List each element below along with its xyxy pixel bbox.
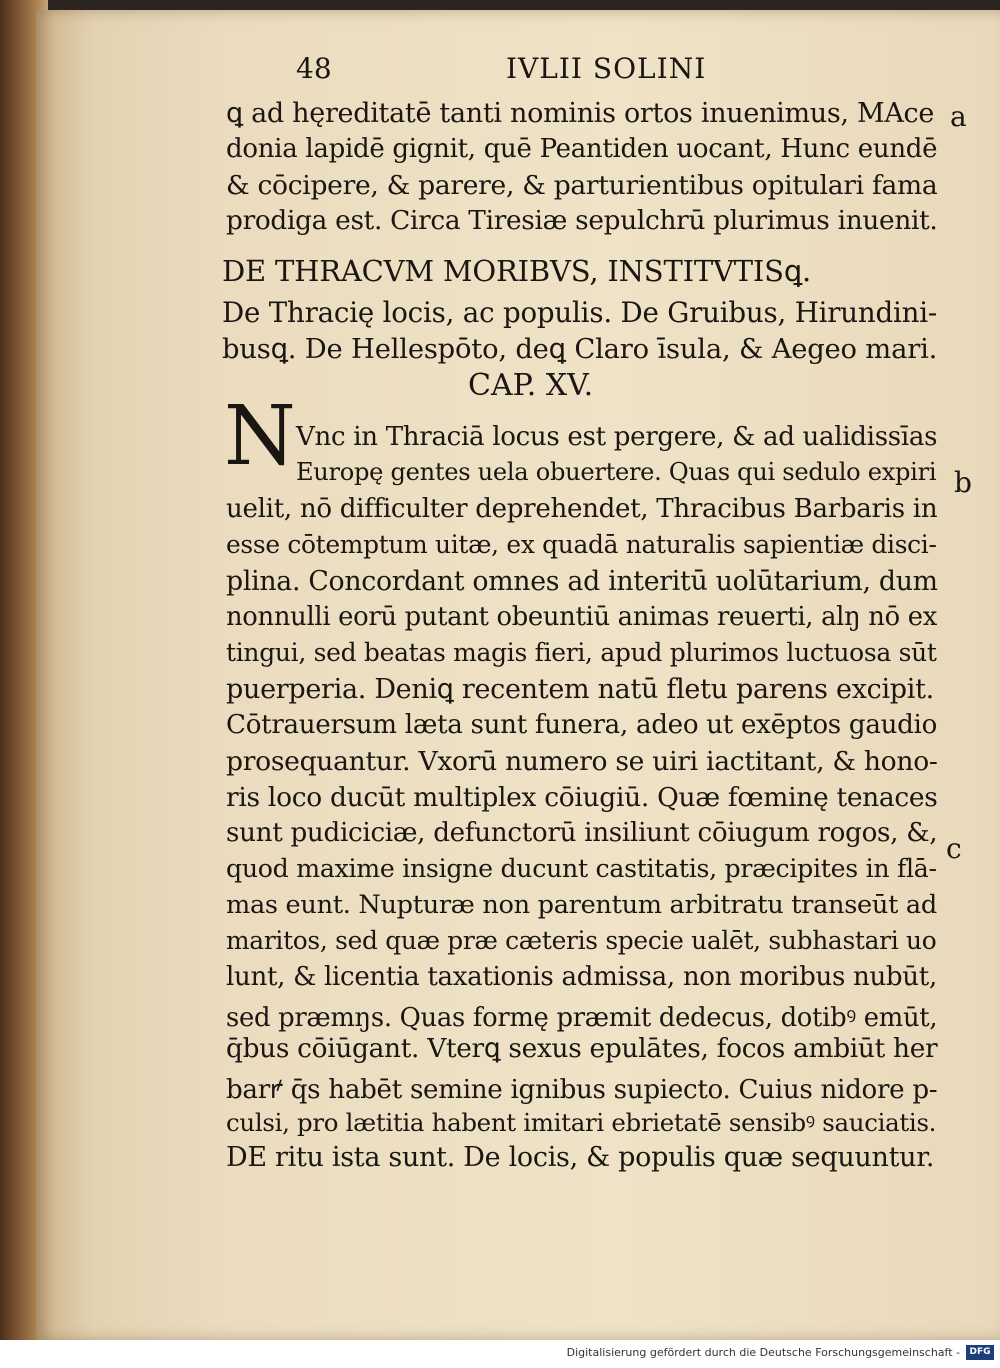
opening-line: ꝗ ad hęreditatē tanti nominis ortos inuenimus, MAce	[226, 98, 935, 129]
body-line: prosequantur. Vxorū numero se uiri iactitant, & hono-	[226, 746, 938, 777]
opening-line: prodiga est. Circa Tiresiæ sepulchrū plurimus inuenit.	[226, 206, 938, 236]
margin-letter-c: c	[946, 832, 962, 865]
chapter-title-line: De Thracię locis, ac populis. De Gruibus, Hirundini-	[222, 296, 938, 329]
body-line: quod maxime insigne ducunt castitatis, præcipites in flā-	[226, 854, 937, 883]
digitization-credit: Digitalisierung gefördert durch die Deutsche Forschungsgemeinschaft -	[566, 1346, 960, 1359]
dfg-logo-icon: DFG	[966, 1345, 994, 1360]
opening-line: & cōcipere, & parere, & parturientibus opitulari fama	[226, 170, 938, 201]
body-line: mas eunt. Nupturæ non parentum arbitratu transeūt ad	[226, 890, 937, 920]
body-line: Vnc in Thraciā locus est pergere, & ad ualidissīas	[296, 422, 938, 452]
body-line: culsi, pro lætitia habent imitari ebrietatē sensibꝰ sauciatis.	[226, 1108, 937, 1137]
body-line: sed præmŋs. Quas formę præmit dedecus, dotibꝰ emūt,	[226, 1003, 938, 1033]
running-head: IVLII SOLINI	[506, 52, 707, 85]
body-line: maritos, sed quæ præ cæteris specie ualēt, subhastari uo	[226, 926, 937, 955]
body-line: DE ritu ista sunt. De locis, & populis quæ sequuntur.	[226, 1142, 935, 1173]
body-line: sunt pudiciciæ, defunctorū insiliunt cōiugum rogos, &,	[226, 818, 938, 848]
body-line: q̄bus cōiūgant. Vterꝗ sexus epulātes, focos ambiūt her	[226, 1034, 938, 1064]
body-line: uelit, nō difficulter deprehendet, Thracibus Barbaris in	[226, 494, 938, 524]
opening-line: donia lapidē gignit, quē Peantiden uocant, Hunc eundē	[226, 134, 938, 164]
body-line: Cōtrauersum læta sunt funera, adeo ut exēptos gaudio	[226, 710, 938, 740]
body-line: plina. Concordant omnes ad interitū uolūtarium, dum	[226, 566, 938, 597]
body-line: barꝵ q̄s habēt semine ignibus supiecto. Cuius nidore p-	[226, 1075, 938, 1105]
margin-letter-b: b	[954, 466, 972, 499]
chapter-title-line: busꝗ. De Hellespōto, deꝗ Claro īsula, & Aegeo mari.	[222, 334, 938, 365]
body-line: ris loco ducūt multiplex cōiugiū. Quæ fœminę tenaces	[226, 782, 938, 813]
chapter-title-line: DE THRACVM MORIBVS, INSTITVTISꝗ.	[222, 254, 812, 288]
body-line: lunt, & licentia taxationis admissa, non moribus nubūt,	[226, 962, 937, 992]
body-line: puerperia. Deniꝗ recentem natū fletu parens excipit.	[226, 674, 934, 705]
margin-letter-a: a	[950, 100, 967, 133]
body-line: Europę gentes uela obuertere. Quas qui sedulo expiri	[296, 458, 937, 486]
chapter-number: CAP. XV.	[468, 368, 594, 403]
page-number: 48	[296, 52, 332, 85]
body-line: tingui, sed beatas magis fieri, apud plurimos luctuosa sūt	[226, 638, 937, 667]
drop-cap: N	[224, 389, 296, 484]
body-line: esse cōtemptum uitæ, ex quadā naturalis sapientiæ disci-	[226, 530, 937, 559]
body-line: nonnulli eorū putant obeuntiū animas reuerti, alŋ nō ex	[226, 602, 937, 632]
